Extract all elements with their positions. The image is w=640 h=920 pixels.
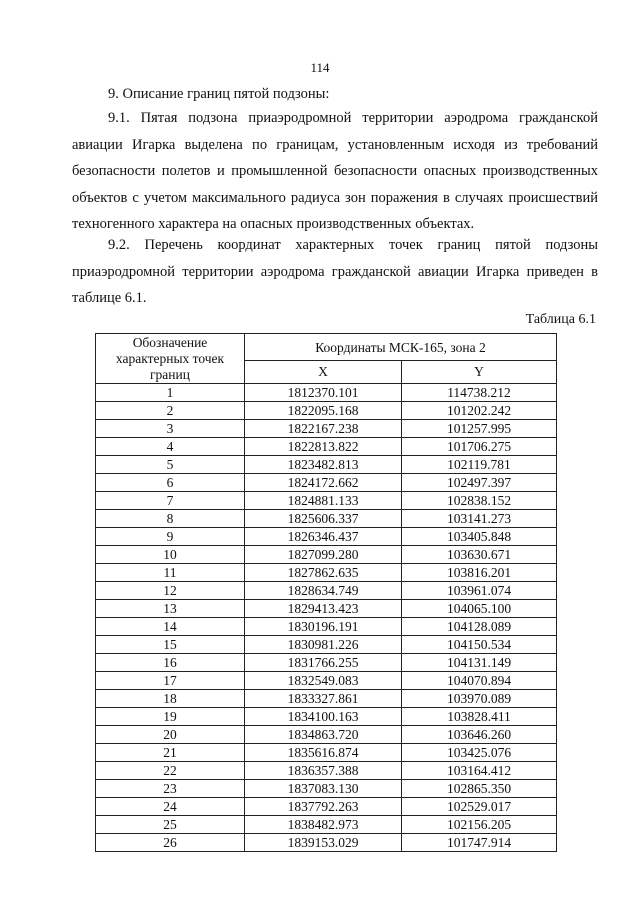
x-coordinate-cell: 1824172.662 <box>245 474 402 492</box>
y-coordinate-cell: 103970.089 <box>402 690 557 708</box>
table-row <box>96 438 557 456</box>
y-coordinate-cell: 102865.350 <box>402 780 557 798</box>
x-coordinate-cell: 1826346.437 <box>245 528 402 546</box>
point-number-cell: 2 <box>96 402 245 420</box>
point-number-cell: 24 <box>96 798 245 816</box>
y-coordinate-cell: 103961.074 <box>402 582 557 600</box>
x-coordinate-cell: 1812370.101 <box>245 384 402 402</box>
table-row <box>96 654 557 672</box>
table-row <box>96 834 557 852</box>
x-coordinate-cell: 1833327.861 <box>245 690 402 708</box>
table-row <box>96 798 557 816</box>
y-coordinate-cell: 101257.995 <box>402 420 557 438</box>
point-number-cell: 5 <box>96 456 245 474</box>
table-row <box>96 744 557 762</box>
point-number-cell: 22 <box>96 762 245 780</box>
point-number-cell: 16 <box>96 654 245 672</box>
table-row <box>96 384 557 402</box>
table-row <box>96 780 557 798</box>
y-coordinate-cell: 102119.781 <box>402 456 557 474</box>
y-coordinate-cell: 103405.848 <box>402 528 557 546</box>
point-number-cell: 20 <box>96 726 245 744</box>
table-row <box>96 492 557 510</box>
table-row <box>96 708 557 726</box>
y-coordinate-cell: 104150.534 <box>402 636 557 654</box>
x-coordinate-cell: 1822167.238 <box>245 420 402 438</box>
point-number-cell: 12 <box>96 582 245 600</box>
x-coordinate-cell: 1828634.749 <box>245 582 402 600</box>
page-number: 114 <box>310 60 330 75</box>
x-coordinate-cell: 1835616.874 <box>245 744 402 762</box>
point-number-cell: 23 <box>96 780 245 798</box>
table-body <box>96 384 557 852</box>
x-coordinate-cell: 1830196.191 <box>245 618 402 636</box>
table-row <box>96 528 557 546</box>
x-coordinate-cell: 1822095.168 <box>245 402 402 420</box>
x-coordinate-cell: 1834100.163 <box>245 708 402 726</box>
table-row <box>96 582 557 600</box>
table-row <box>96 546 557 564</box>
table-row <box>96 420 557 438</box>
point-number-cell: 15 <box>96 636 245 654</box>
point-number-cell: 11 <box>96 564 245 582</box>
table-row <box>96 762 557 780</box>
x-coordinate-cell: 1834863.720 <box>245 726 402 744</box>
x-coordinate-cell: 1829413.423 <box>245 600 402 618</box>
point-number-cell: 7 <box>96 492 245 510</box>
y-coordinate-cell: 101747.914 <box>402 834 557 852</box>
paragraph-9-2: 9.2. Перечень координат характерных точек границ пятой подзоны приаэродромной территории аэродрома гражданской авиации Игарка приведен в таблице 6.1. <box>72 237 598 306</box>
point-number-cell: 21 <box>96 744 245 762</box>
x-coordinate-cell: 1823482.813 <box>245 456 402 474</box>
table-row <box>96 690 557 708</box>
header-y: Y <box>402 361 557 384</box>
y-coordinate-cell: 101706.275 <box>402 438 557 456</box>
y-coordinate-cell: 103164.412 <box>402 762 557 780</box>
table-caption: Таблица 6.1 <box>525 312 596 327</box>
y-coordinate-cell: 104065.100 <box>402 600 557 618</box>
x-coordinate-cell: 1837083.130 <box>245 780 402 798</box>
point-number-cell: 6 <box>96 474 245 492</box>
x-coordinate-cell: 1837792.263 <box>245 798 402 816</box>
point-number-cell: 17 <box>96 672 245 690</box>
y-coordinate-cell: 102497.397 <box>402 474 557 492</box>
y-coordinate-cell: 103141.273 <box>402 510 557 528</box>
point-number-cell: 10 <box>96 546 245 564</box>
table-row <box>96 564 557 582</box>
table-row <box>96 618 557 636</box>
x-coordinate-cell: 1825606.337 <box>245 510 402 528</box>
header-points: Обозначение характерных точек границ <box>96 334 245 384</box>
table-row <box>96 600 557 618</box>
y-coordinate-cell: 103425.076 <box>402 744 557 762</box>
table-row <box>96 726 557 744</box>
y-coordinate-cell: 104131.149 <box>402 654 557 672</box>
header-coordinates: Координаты МСК-165, зона 2 <box>245 334 557 361</box>
table-row <box>96 816 557 834</box>
point-number-cell: 3 <box>96 420 245 438</box>
table-row <box>96 672 557 690</box>
x-coordinate-cell: 1838482.973 <box>245 816 402 834</box>
paragraph-9-1: 9.1. Пятая подзона приаэродромной территории аэродрома гражданской авиации Игарка выделена по границам, установленным исходя из требований безопасности полетов и промышленной безопасности опасных производственных объектов с учетом максимального радиуса зон поражения в случаях происшествий техногенного характера на опасных производственных объектах. <box>72 110 598 232</box>
x-coordinate-cell: 1836357.388 <box>245 762 402 780</box>
point-number-cell: 1 <box>96 384 245 402</box>
y-coordinate-cell: 101202.242 <box>402 402 557 420</box>
y-coordinate-cell: 104070.894 <box>402 672 557 690</box>
x-coordinate-cell: 1824881.133 <box>245 492 402 510</box>
y-coordinate-cell: 102838.152 <box>402 492 557 510</box>
y-coordinate-cell: 114738.212 <box>402 384 557 402</box>
header-x: X <box>245 361 402 384</box>
y-coordinate-cell: 102529.017 <box>402 798 557 816</box>
point-number-cell: 26 <box>96 834 245 852</box>
table-row <box>96 402 557 420</box>
x-coordinate-cell: 1827099.280 <box>245 546 402 564</box>
x-coordinate-cell: 1830981.226 <box>245 636 402 654</box>
y-coordinate-cell: 103816.201 <box>402 564 557 582</box>
table-row <box>96 456 557 474</box>
table-row <box>96 636 557 654</box>
y-coordinate-cell: 103828.411 <box>402 708 557 726</box>
point-number-cell: 8 <box>96 510 245 528</box>
point-number-cell: 13 <box>96 600 245 618</box>
x-coordinate-cell: 1832549.083 <box>245 672 402 690</box>
coordinates-table <box>95 333 557 852</box>
y-coordinate-cell: 103630.671 <box>402 546 557 564</box>
x-coordinate-cell: 1839153.029 <box>245 834 402 852</box>
x-coordinate-cell: 1831766.255 <box>245 654 402 672</box>
point-number-cell: 19 <box>96 708 245 726</box>
x-coordinate-cell: 1822813.822 <box>245 438 402 456</box>
point-number-cell: 18 <box>96 690 245 708</box>
x-coordinate-cell: 1827862.635 <box>245 564 402 582</box>
point-number-cell: 14 <box>96 618 245 636</box>
point-number-cell: 9 <box>96 528 245 546</box>
table-row <box>96 510 557 528</box>
point-number-cell: 4 <box>96 438 245 456</box>
y-coordinate-cell: 103646.260 <box>402 726 557 744</box>
y-coordinate-cell: 104128.089 <box>402 618 557 636</box>
table-row <box>96 474 557 492</box>
y-coordinate-cell: 102156.205 <box>402 816 557 834</box>
point-number-cell: 25 <box>96 816 245 834</box>
section-heading: 9. Описание границ пятой подзоны: <box>108 86 330 102</box>
